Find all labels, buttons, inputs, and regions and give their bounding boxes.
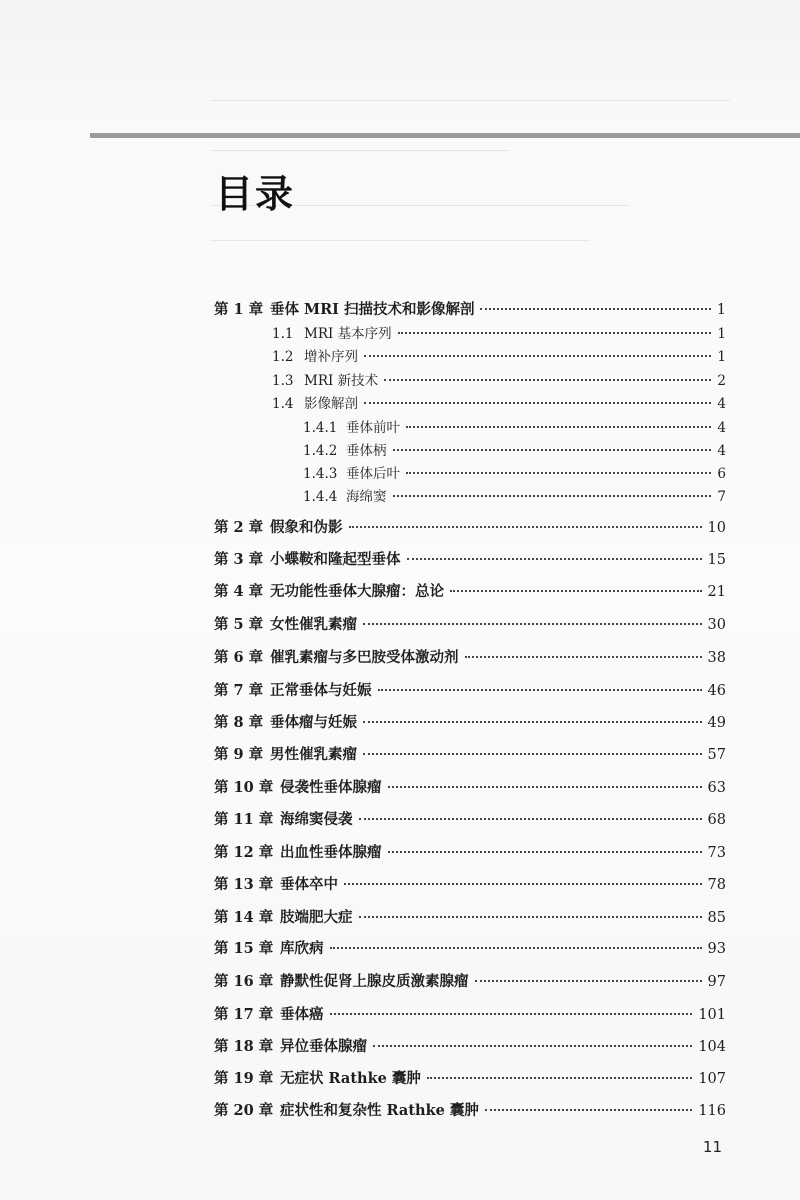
chapter-number: 第 13 章 [214, 876, 274, 893]
dot-leader [349, 526, 702, 528]
page-number: 11 [702, 1138, 722, 1156]
chapter-number: 第 1 章 [214, 301, 264, 318]
toc-entry-subsection-1-4-4[interactable] [303, 485, 726, 505]
section-number: 1.2 [272, 349, 294, 365]
section-number: 1.4 [272, 396, 294, 412]
subsection-number: 1.4.3 [303, 466, 338, 482]
dot-leader [378, 689, 702, 691]
dot-leader [475, 980, 702, 982]
page-reference: 6 [717, 466, 726, 482]
chapter-number: 第 3 章 [214, 551, 264, 568]
dot-leader [364, 355, 711, 357]
toc-entry-chapter-9[interactable] [214, 743, 726, 764]
chapter-number: 第 5 章 [214, 616, 264, 633]
page-reference: 2 [717, 373, 726, 389]
chapter-title: 出血性垂体腺瘤 [280, 844, 382, 861]
dot-leader [407, 558, 702, 560]
chapter-number: 第 9 章 [214, 746, 264, 763]
chapter-title: 垂体 MRI 扫描技术和影像解剖 [270, 301, 475, 318]
dot-leader [398, 332, 712, 334]
chapter-title: 男性催乳素瘤 [270, 746, 357, 763]
dot-leader [330, 947, 702, 949]
toc-entry-chapter-7[interactable] [214, 679, 726, 700]
dot-leader [363, 721, 702, 723]
chapter-title: 正常垂体与妊娠 [270, 682, 372, 699]
chapter-title: 症状性和复杂性 Rathke 囊肿 [280, 1102, 479, 1119]
chapter-number: 第 15 章 [214, 940, 274, 957]
chapter-title: 垂体瘤与妊娠 [270, 714, 357, 731]
toc-entry-chapter-13[interactable] [214, 873, 726, 894]
page-reference: 4 [717, 420, 726, 436]
page-reference: 85 [707, 910, 726, 926]
section-title: 影像解剖 [304, 396, 358, 412]
page-reference: 1 [717, 326, 726, 342]
chapter-title: 海绵窦侵袭 [280, 811, 353, 828]
page-reference: 97 [707, 974, 726, 990]
dot-leader [406, 472, 711, 474]
toc-entry-section-1-4[interactable] [272, 392, 726, 412]
chapter-number: 第 12 章 [214, 844, 274, 861]
dot-leader [363, 753, 702, 755]
toc-entry-chapter-6[interactable] [214, 646, 726, 667]
subsection-title: 垂体柄 [346, 443, 387, 459]
page-reference: 63 [707, 780, 726, 796]
page-reference: 57 [707, 747, 726, 763]
subsection-title: 垂体前叶 [346, 420, 400, 436]
page-reference: 21 [707, 584, 726, 600]
dot-leader [485, 1109, 692, 1111]
chapter-number: 第 2 章 [214, 519, 264, 536]
toc-entry-subsection-1-4-3[interactable] [303, 462, 726, 482]
toc-entry-chapter-14[interactable] [214, 906, 726, 927]
dot-leader [393, 495, 712, 497]
page-reference: 78 [707, 877, 726, 893]
toc-title: 目录 [215, 172, 296, 216]
chapter-number: 第 20 章 [214, 1102, 274, 1119]
chapter-title: 催乳素瘤与多巴胺受体激动剂 [270, 649, 459, 666]
section-number: 1.3 [272, 373, 294, 389]
chapter-title: 肢端肥大症 [280, 909, 353, 926]
page-reference: 116 [698, 1103, 726, 1119]
dot-leader [384, 379, 711, 381]
chapter-number: 第 10 章 [214, 779, 274, 796]
page-reference: 68 [707, 812, 726, 828]
section-title: MRI 基本序列 [304, 326, 392, 342]
chapter-title: 静默性促肾上腺皮质激素腺瘤 [280, 973, 469, 990]
chapter-number: 第 14 章 [214, 909, 274, 926]
subsection-number: 1.4.2 [303, 443, 338, 459]
dot-leader [393, 449, 712, 451]
page-reference: 15 [707, 552, 726, 568]
toc-entry-chapter-2[interactable] [214, 516, 726, 537]
page-reference: 7 [717, 489, 726, 505]
page-reference: 1 [717, 349, 726, 365]
chapter-title: 侵袭性垂体腺瘤 [280, 779, 382, 796]
page-reference: 107 [698, 1071, 726, 1087]
dot-leader [406, 426, 711, 428]
chapter-title: 异位垂体腺瘤 [280, 1038, 367, 1055]
toc-entry-chapter-12[interactable] [214, 841, 726, 862]
toc-entry-chapter-11[interactable] [214, 808, 726, 829]
page-reference: 101 [698, 1007, 726, 1023]
chapter-number: 第 4 章 [214, 583, 264, 600]
toc-entry-chapter-8[interactable] [214, 711, 726, 732]
toc-entry-chapter-18[interactable] [214, 1035, 726, 1056]
dot-leader [465, 656, 702, 658]
subsection-number: 1.4.4 [303, 489, 338, 505]
dot-leader [344, 883, 702, 885]
toc-entry-section-1-1[interactable] [272, 322, 726, 342]
chapter-title: 无功能性垂体大腺瘤：总论 [270, 583, 444, 600]
toc-entry-chapter-15[interactable] [214, 937, 726, 958]
section-number: 1.1 [272, 326, 294, 342]
page-reference: 38 [707, 650, 726, 666]
toc-entry-chapter-20[interactable] [214, 1099, 726, 1120]
toc-entry-chapter-19[interactable] [214, 1067, 726, 1088]
page-reference: 4 [717, 443, 726, 459]
toc-entry-chapter-17[interactable] [214, 1003, 726, 1024]
page-reference: 4 [717, 396, 726, 412]
page-reference: 10 [707, 520, 726, 536]
dot-leader [359, 916, 702, 918]
chapter-number: 第 18 章 [214, 1038, 274, 1055]
page-reference: 93 [707, 941, 726, 957]
chapter-title: 小蝶鞍和隆起型垂体 [270, 551, 401, 568]
chapter-number: 第 7 章 [214, 682, 264, 699]
page-reference: 1 [716, 302, 726, 318]
dot-leader [359, 818, 702, 820]
chapter-number: 第 19 章 [214, 1070, 274, 1087]
toc-entry-subsection-1-4-1[interactable] [303, 416, 726, 436]
toc-entry-chapter-4[interactable] [214, 580, 726, 601]
subsection-number: 1.4.1 [303, 420, 338, 436]
toc-entry-chapter-1[interactable] [214, 298, 726, 319]
dot-leader [388, 786, 702, 788]
dot-leader [427, 1077, 692, 1079]
toc-entry-chapter-16[interactable] [214, 970, 726, 991]
chapter-title: 库欣病 [280, 940, 324, 957]
chapter-title: 假象和伪影 [270, 519, 343, 536]
subsection-title: 垂体后叶 [346, 466, 400, 482]
chapter-number: 第 16 章 [214, 973, 274, 990]
chapter-title: 垂体癌 [280, 1006, 324, 1023]
chapter-number: 第 6 章 [214, 649, 264, 666]
chapter-title: 无症状 Rathke 囊肿 [280, 1070, 421, 1087]
section-title: 增补序列 [304, 349, 358, 365]
dot-leader [388, 851, 702, 853]
toc-entry-subsection-1-4-2[interactable] [303, 439, 726, 459]
page-reference: 104 [698, 1039, 726, 1055]
page-reference: 73 [707, 845, 726, 861]
chapter-number: 第 8 章 [214, 714, 264, 731]
chapter-number: 第 17 章 [214, 1006, 274, 1023]
dot-leader [373, 1045, 692, 1047]
toc-entry-section-1-2[interactable] [272, 345, 726, 365]
page-reference: 46 [707, 683, 726, 699]
dot-leader [363, 623, 702, 625]
section-title: MRI 新技术 [304, 373, 379, 389]
dot-leader [330, 1013, 693, 1015]
chapter-title: 垂体卒中 [280, 876, 338, 893]
page-reference: 49 [707, 715, 726, 731]
subsection-title: 海绵窦 [346, 489, 387, 505]
dot-leader [480, 308, 710, 310]
dot-leader [364, 402, 711, 404]
chapter-title: 女性催乳素瘤 [270, 616, 357, 633]
toc-entry-chapter-10[interactable] [214, 776, 726, 797]
toc-entry-section-1-3[interactable] [272, 369, 726, 389]
toc-entry-chapter-5[interactable] [214, 613, 726, 634]
page-reference: 30 [707, 617, 726, 633]
toc-entry-chapter-3[interactable] [214, 548, 726, 569]
dot-leader [450, 590, 702, 592]
chapter-number: 第 11 章 [214, 811, 274, 828]
